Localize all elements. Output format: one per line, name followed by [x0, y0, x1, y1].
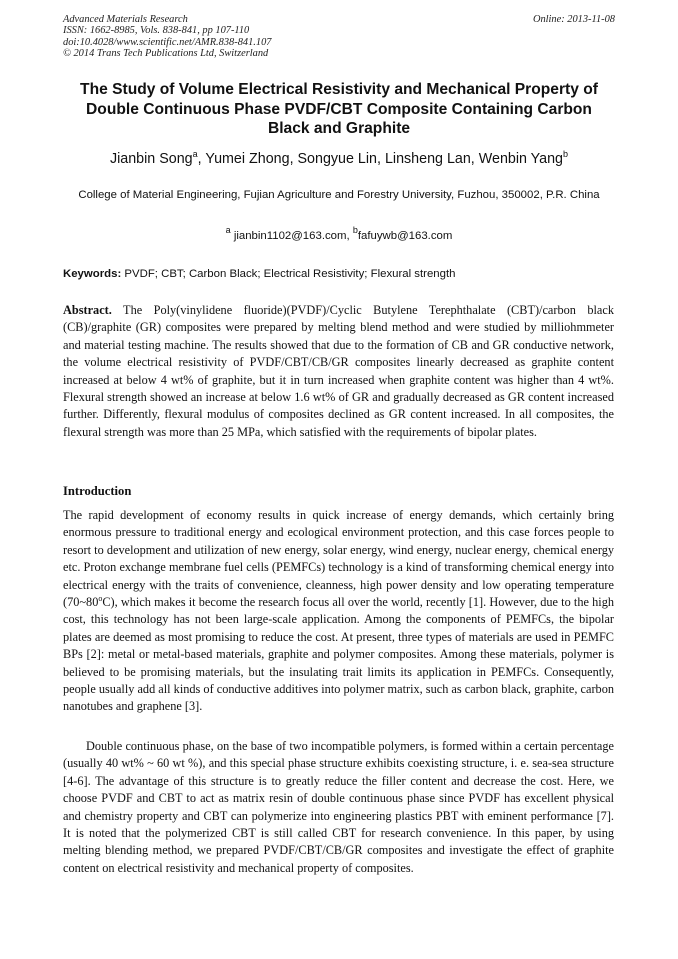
- journal-issn: ISSN: 1662-8985, Vols. 838-841, pp 107-110: [63, 25, 250, 37]
- journal-copyright: © 2014 Trans Tech Publications Ltd, Switzerland: [63, 48, 269, 60]
- email-1: jianbin1102@163.com,: [230, 230, 353, 242]
- intro-paragraph-1: [63, 507, 614, 716]
- keywords-text: PVDF; CBT; Carbon Black; Electrical Resistivity; Flexural strength: [121, 268, 456, 280]
- online-date: Online: 2013-11-08: [532, 14, 615, 25]
- intro-p1-text-a: The rapid development of economy results in quick increase of energy demands, which certainly bring enormous pressure to traditional energy and ecological environment protection, and this case forces people to resort to development and utilization of new energy, solar energy, wind energy, nuclear energy, chemical energy etc. Proton exchange membrane fuel cells (PEMFCs) technology is a kind of transforming chemical energy into electrical energy with the traits of convenience, cleanness, high power density and low operating temperature (70~80: [63, 508, 614, 610]
- abstract-label: Abstract.: [63, 303, 112, 317]
- author-list: [40, 150, 638, 168]
- email-superscript-b: b: [352, 225, 358, 235]
- email-superscript-a: a: [225, 225, 231, 235]
- journal-name: Advanced Materials Research: [63, 14, 188, 25]
- author-superscript-a: a: [192, 149, 198, 159]
- abstract-text: The Poly(vinylidene fluoride)(PVDF)/Cyclic Butylene Terephthalate (CBT)/carbon black (CB)/graphite (GR) composites were prepared by melting blend method and were studied by milliohmmeter and material testing machine. The results showed that due to the formation of CB and GR conductive network, the volume electrical resistivity of PVDF/CBT/CB/GR composites linearly decreased as graphite content increased at below 4 wt% of graphite, but it in turn increased when graphite content was higher than 4 wt%. Flexural strength showed an increase at below 1.6 wt% of GR and gradually decreased as GR content increased further. Differently, flexural modulus of composites declined as GR content increased. In all composites, the flexural strength was more than 25 MPa, which satisfied with the requirements of bipolar plates.: [63, 303, 614, 439]
- email-2: fafuywb@163.com: [357, 230, 453, 242]
- paper-title: The Study of Volume Electrical Resistivity and Mechanical Property of Double Continuous Phase PVDF/CBT Composite Containing Carbon Black and Graphite: [80, 81, 598, 137]
- affiliation: College of Material Engineering, Fujian Agriculture and Forestry University, Fuzhou, 350002, P.R. China: [78, 189, 600, 201]
- author-text-1: Jianbin Song: [109, 151, 193, 167]
- abstract: [63, 302, 614, 441]
- journal-doi: doi:10.4028/www.scientific.net/AMR.838-841.107: [63, 36, 272, 48]
- author-text-2: , Yumei Zhong, Songyue Lin, Linsheng Lan, Wenbin Yang: [197, 151, 564, 167]
- degree-superscript: o: [98, 594, 103, 604]
- intro-p1-text-b: C), which makes it become the research focus all over the world, recently [1]. However, due to the high cost, this technology has not been large-scale application. Among the components of PEMFCs, the bipolar plates are deemed as most promising to reduce the cost. At present, three types of materials are used in PEMFC BPs [2]: metal or metal-based materials, graphite and polymer composites. Among these materials, polymer is believed to be promising materials, but the insulating trait limits its application in PEMFCs. Consequently, people usually add all kinds of conductive additives into polymer matrix, such as carbon black, graphite, carbon nanotubes and graphene [3].: [63, 595, 614, 714]
- section-heading-introduction: Introduction: [63, 484, 132, 498]
- keywords: [63, 266, 623, 282]
- keywords-label: Keywords:: [63, 268, 122, 280]
- author-emails: [40, 225, 638, 244]
- intro-paragraph-2: Double continuous phase, on the base of two incompatible polymers, is formed within a certain percentage (usually 40 wt% ~ 60 wt %), and this special phase structure exhibits coexisting structure, i. e. sea-sea structure [4-6]. The advantage of this structure is to greatly reduce the filler content and decrease the cost. Here, we choose PVDF and CBT to act as matrix resin of double continuous phase since PVDF has excellent physical and chemistry property and CBT can polymerize into engineering plastics PBT with eminent performance [7]. It is noted that the polymerized CBT is still called CBT for research convenience. In this paper, by using melting blending method, we prepared PVDF/CBT/CB/GR composites and investigate the effect of graphite content on electrical resistivity and mechanical property of composites.: [63, 739, 614, 875]
- journal-header: [63, 14, 271, 60]
- author-superscript-b: b: [563, 149, 569, 159]
